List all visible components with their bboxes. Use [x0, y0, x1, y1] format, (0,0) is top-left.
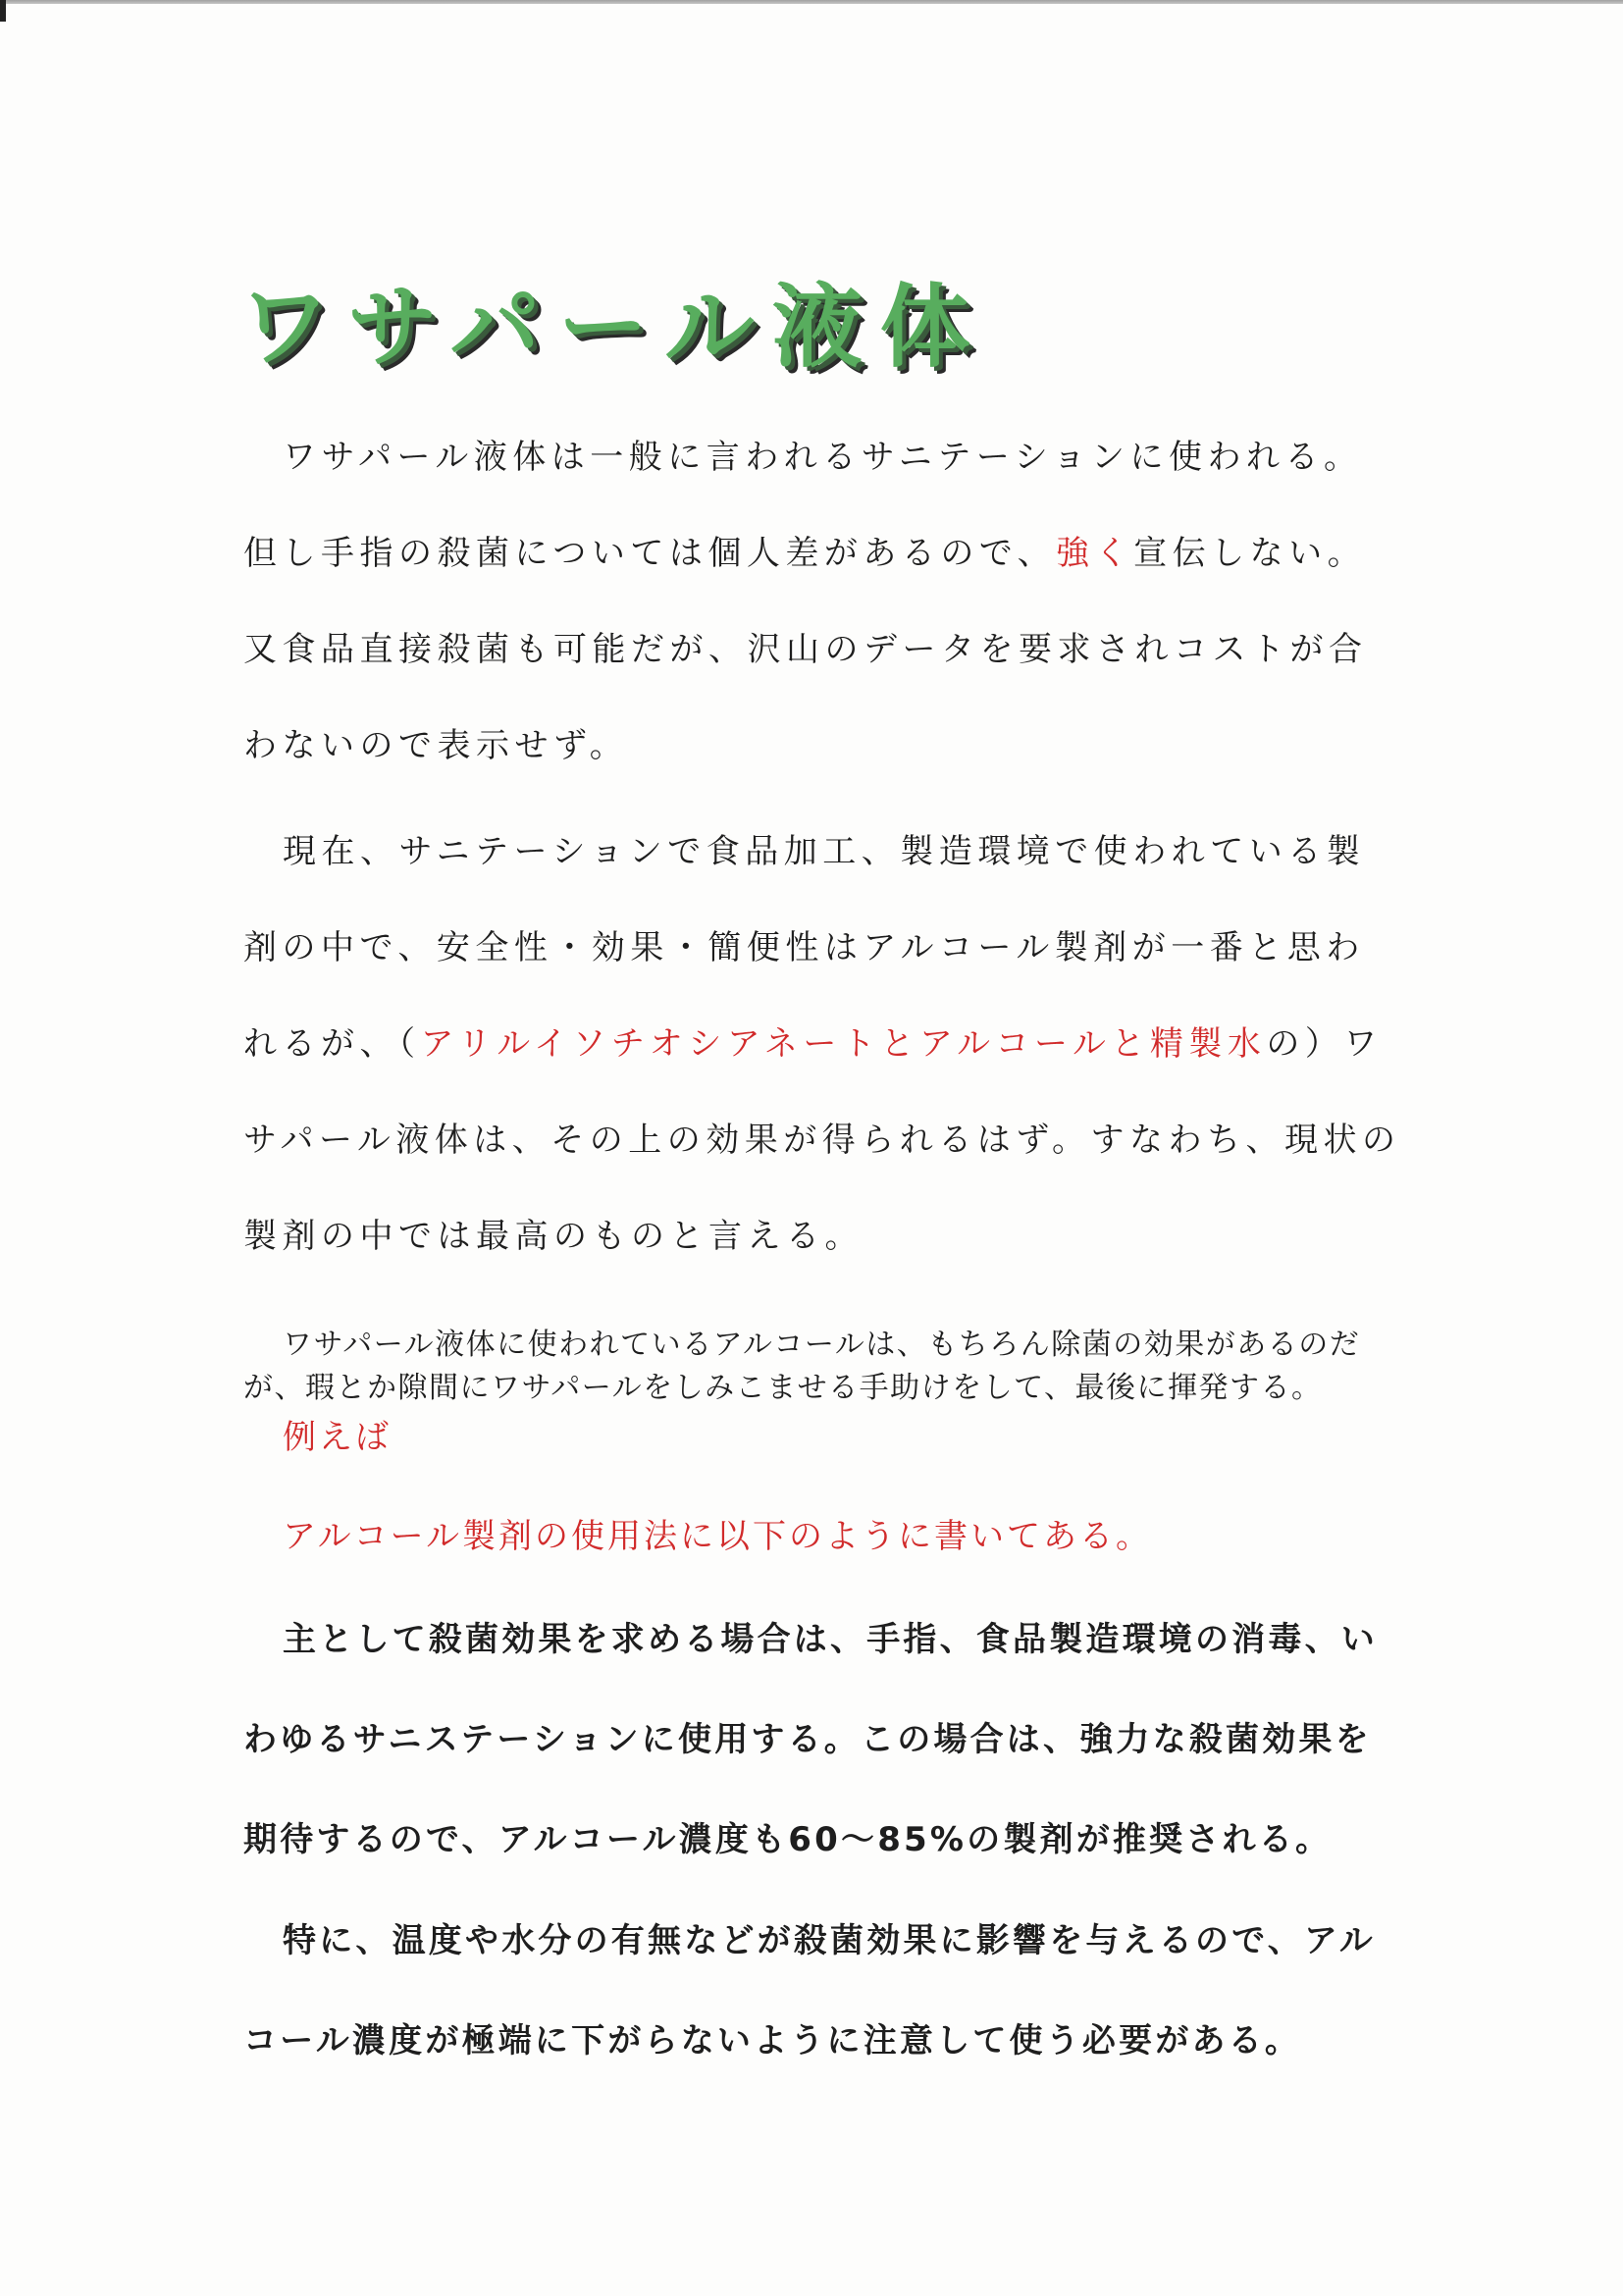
quote-concentration-caution: 特に、温度や水分の有無などが殺菌効果に影響を与えるので、アルコール濃度が極端に下がらないように注意して使う必要がある。	[243, 1921, 1376, 2061]
paragraph1-part2: 宣伝しない。又食品直接殺菌も可能だが、沢山のデータを要求されコストが合わないので表示せず。	[243, 534, 1368, 765]
document-title: ワサパール液体	[239, 275, 988, 380]
scan-top-edge	[0, 0, 1623, 4]
emphasis-strongly: 強く	[1056, 534, 1134, 573]
paragraph-sanitation-usage	[243, 409, 1401, 794]
paragraph-product-comparison	[243, 804, 1401, 1284]
paragraph2-part1: 現在、サニテーションで食品加工、製造環境で使われている製剤の中で、安全性・効果・簡便性はアルコール製剤が一番と思われるが、（	[243, 832, 1366, 1064]
scan-corner-mark	[0, 0, 6, 22]
quote-sanitation-purpose: 主として殺菌効果を求める場合は、手指、食品製造環境の消毒、いわゆるサニステーションに使用する。この場合は、強力な殺菌効果を期待するので、アルコール濃度も60～85%の製剤が推奨される。	[243, 1620, 1378, 1859]
example-heading: 例えば	[283, 1418, 392, 1457]
ingredients-highlight: アリルイソチオシアネートとアルコールと精製水	[420, 1024, 1267, 1064]
paragraph1-part1: ワサパール液体は一般に言われるサニテーションに使われる。但し手指の殺菌については個人差があるので、	[243, 438, 1363, 573]
example-intro: アルコール製剤の使用法に以下のように書いてある。	[283, 1517, 1152, 1556]
paragraph2-part2: の）ワサパール液体は、その上の効果が得られるはず。すなわち、現状の製剤の中では最高のものと言える。	[243, 1024, 1401, 1256]
paragraph-alcohol-role: ワサパール液体に使われているアルコールは、もちろん除菌の効果があるのだが、瑕とか隙間にワサパールをしみこませる手助けをして、最後に揮発する。	[243, 1328, 1361, 1405]
